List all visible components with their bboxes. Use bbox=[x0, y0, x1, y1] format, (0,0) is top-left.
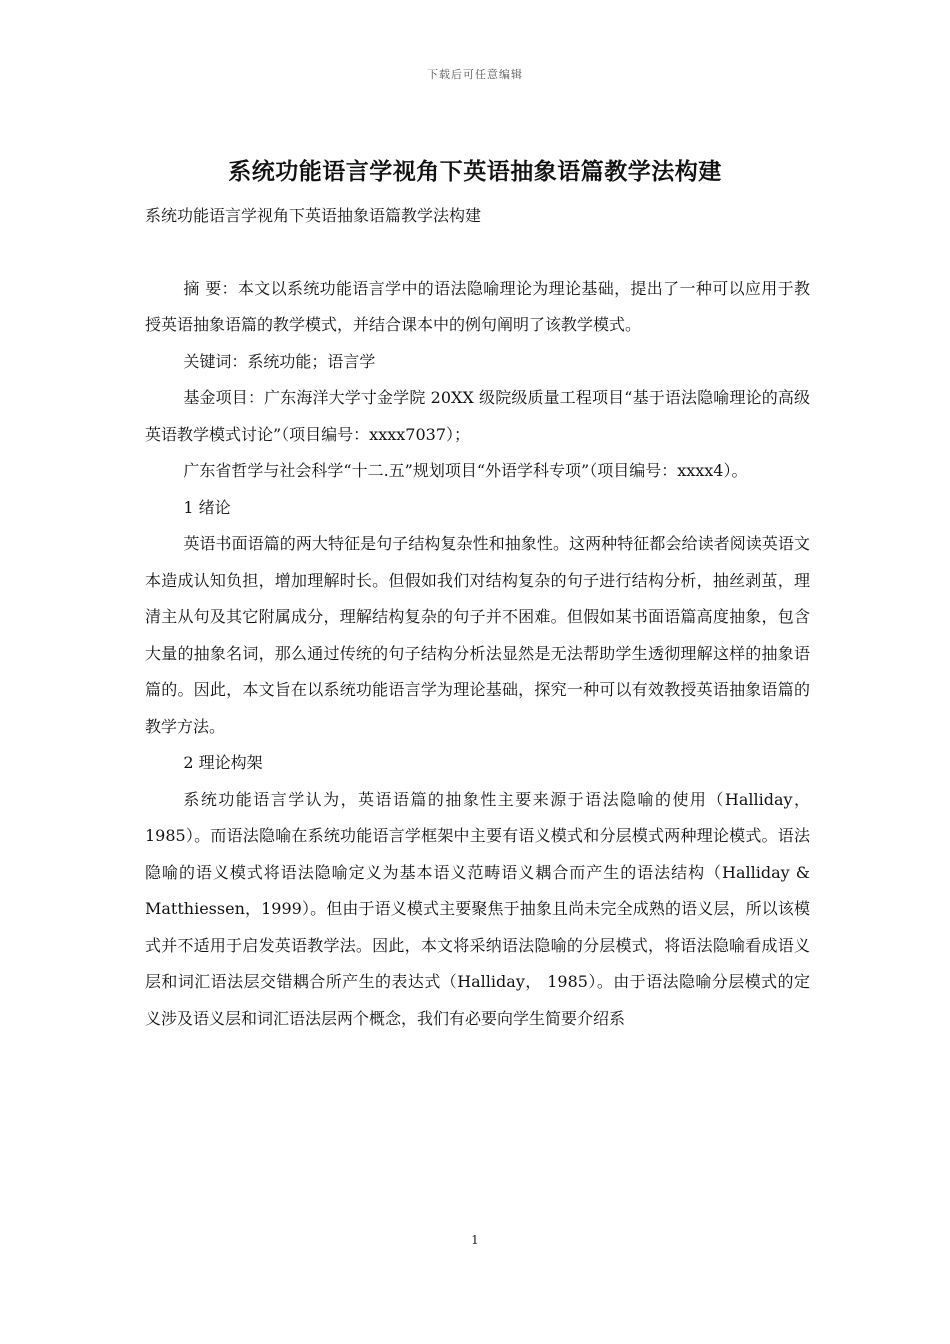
fund-paragraph-2: 广东省哲学与社会科学“十二.五”规划项目“外语学科专项”（项目编号：xxxx4）。 bbox=[183, 461, 748, 480]
document-subtitle: 系统功能语言学视角下英语抽象语篇教学法构建 bbox=[145, 206, 482, 225]
keywords-paragraph: 关键词：系统功能；语言学 bbox=[183, 351, 376, 371]
abstract-paragraph: 摘 要：本文以系统功能语言学中的语法隐喻理论为理论基础，提出了一种可以应用于教授英语抽象语篇的教学模式，并结合课本中的例句阐明了该教学模式。 bbox=[145, 278, 810, 334]
section-1-heading: 1 绪论 bbox=[183, 497, 231, 517]
document-body bbox=[145, 198, 810, 1037]
section-2-paragraph: 系统功能语言学认为，英语语篇的抽象性主要来源于语法隐喻的使用（Halliday， 1985）。而语法隐喻在系统功能语言学框架中主要有语义模式和分层模式两种理论模式。语法隐喻的语义模式将语法隐喻定义为基本语义范畴语义耦合而产生的语法结构（Halliday & Matthiessen，1999）。但由于语义模式主要聚焦于抽象且尚未完全成熟的语义层，所以该模式并不适用于启发英语教学法。因此，本文将采纳语法隐喻的分层模式，将语法隐喻看成语义层和词汇语法层交错耦合所产生的表达式（Halliday， 1985）。由于语法隐喻分层模式的定义涉及语义层和词汇语法层两个概念，我们有必要向学生简要介绍系 bbox=[145, 789, 810, 1028]
fund-paragraph-1: 基金项目：广东海洋大学寸金学院 20XX 级院级质量工程项目“基于语法隐喻理论的高级英语教学模式讨论”（项目编号：xxxx7037）； bbox=[145, 388, 810, 444]
document-title: 系统功能语言学视角下英语抽象语篇教学法构建 bbox=[228, 158, 722, 185]
section-1-paragraph: 英语书面语篇的两大特征是句子结构复杂性和抽象性。这两种特征都会给读者阅读英语文本造成认知负担，增加理解时长。但假如我们对结构复杂的句子进行结构分析，抽丝剥茧，理清主从句及其它附属成分，理解结构复杂的句子并不困难。但假如某书面语篇高度抽象，包含大量的抽象名词，那么通过传统的句子结构分析法显然是无法帮助学生透彻理解这样的抽象语篇的。因此，本文旨在以系统功能语言学为理论基础，探究一种可以有效教授英语抽象语篇的教学方法。 bbox=[145, 534, 810, 736]
page-number: 1 bbox=[471, 1233, 479, 1247]
section-2-heading: 2 理论构架 bbox=[183, 753, 263, 772]
page-header: 下载后可任意编辑 bbox=[427, 68, 523, 81]
